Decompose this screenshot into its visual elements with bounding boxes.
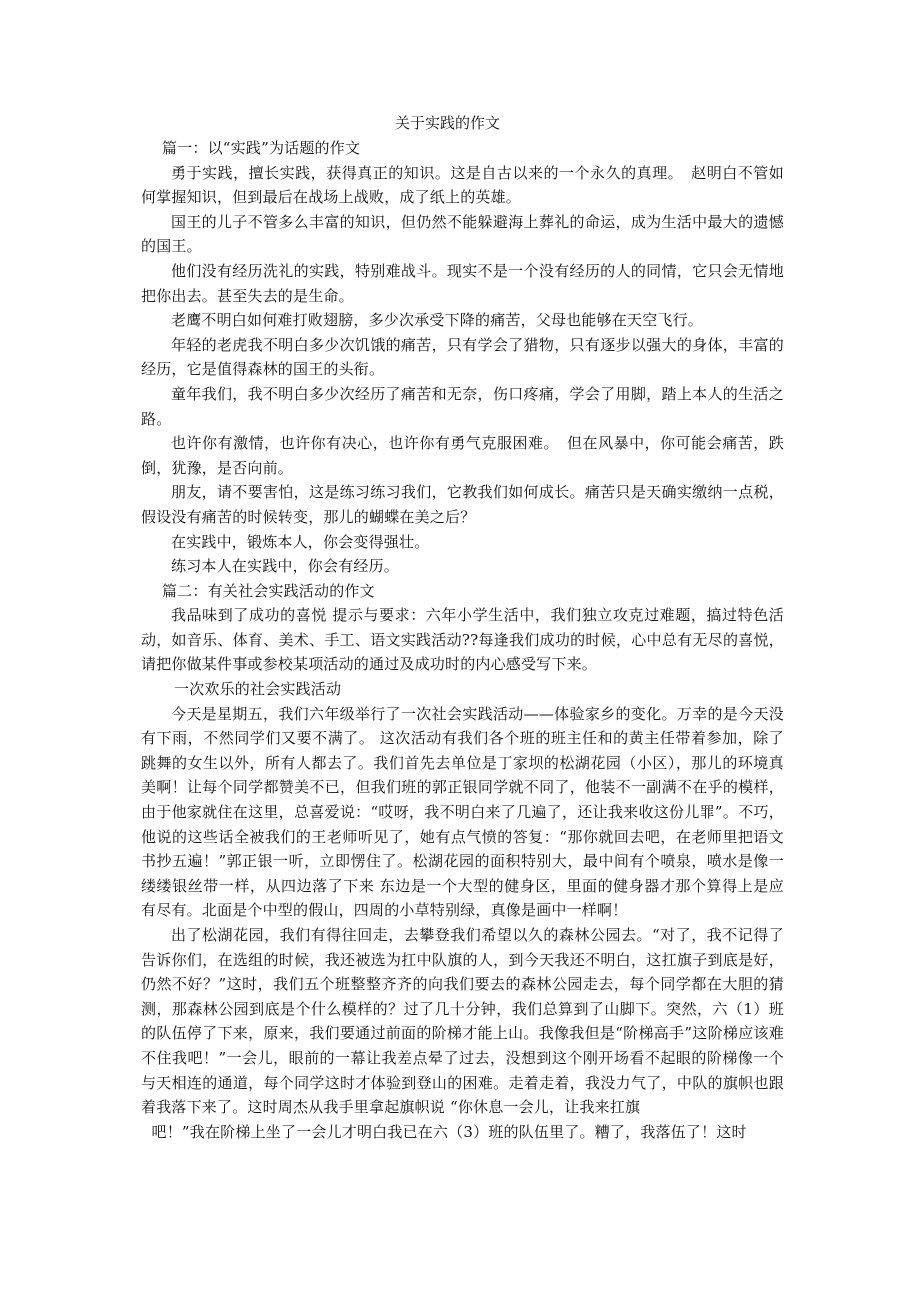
paragraph: 今天是星期五，我们六年级举行了一次社会实践活动——体验家乡的变化。万幸的是今天没有下雨，不然同学们又要不满了。 这次活动有我们各个班的班主任和的黄主任带着参加，除了跳舞的女生以外，所有人都去了。我们首先去单位是丁家坝的松湖花园（小区），那儿的环境真美啊！让每个同学都赞美不已，但我们班的郭正银同学就不同了，他装不一副满不在乎的模样，由于他家就住在这里，总喜爱说：“哎呀，我不明白来了几遍了，还让我来收这份儿罪”。不巧，他说的这些话全被我们的王老师听见了，她有点气愤的答复：“那你就回去吧，在老师里把语文书抄五遍！”郭正银一听，立即愣住了。松湖花园的面积特别大，最中间有个喷泉，喷水是像一缕缕银丝带一样，从四边落了下来 东边是一个大型的健身区，里面的健身器才那个算得上是应有尽有。北面是个中型的假山，四周的小草特别绿，真像是画中一样啊！ [141, 704, 784, 920]
paragraph: 我品味到了成功的喜悦 提示与要求：六年小学生活中，我们独立攻克过难题，搞过特色活动，如音乐、体育、美术、手工、语文实践活动??每逢我们成功的时候，心中总有无尽的喜悦，请把你做某件事或参校某项活动的通过及成功时的内心感受写下来。 [141, 606, 784, 674]
paragraph: 国王的儿子不管多么丰富的知识，但仍然不能躲避海上葬礼的命运，成为生活中最大的遗憾的国王。 [141, 212, 784, 256]
paragraph: 在实践中，锻炼本人，你会变得强壮。 [171, 532, 430, 551]
paragraph: 勇于实践，擅长实践，获得真正的知识。这是自古以来的一个永久的真理。 赵明白不管如何掌握知识，但到最后在战场上战败，成了纸上的英雄。 [141, 163, 784, 207]
paragraph: 年轻的老虎我不明白多少次饥饿的痛苦，只有学会了猎物，只有逐步以强大的身体，丰富的经历，它是值得森林的国王的头衔。 [141, 335, 784, 379]
section-heading-1: 篇一：以“实践”为话题的作文 [162, 139, 361, 157]
paragraph: 吧！”我在阶梯上坐了一会儿才明白我已在六（3）班的队伍里了。糟了，我落伍了！这时 [151, 1122, 747, 1141]
section-heading-2: 篇二：有关社会实践活动的作文 [162, 581, 375, 600]
paragraph: 出了松湖花园，我们有得往回走，去攀登我们希望以久的森林公园去。“对了，我不记得了告诉你们，在选组的时候，我还被选为扛中队旗的人，到今天我还不明白，这扛旗子到底是好，仍然不好？”这时，我们五个班整整齐齐的向我们要去的森林公园走去，每个同学都在大胆的猜测，那森林公园到底是个什么模样的？过了几十分钟，我们总算到了山脚下。突然，六（1）班的队伍停了下来，原来，我们要通过前面的阶梯才能上山。我像我但是“阶梯高手”这阶梯应该难不住我吧！”一会儿，眼前的一幕让我差点晕了过去，没想到这个刚开场看不起眼的阶梯像一个与天相连的通道，每个同学这时才体验到登山的困难。走着走着，我没力气了，中队的旗帜也跟着我落下来了。这时周杰从我手里拿起旗帜说 “你休息一会儿，让我来扛旗 [141, 926, 784, 1117]
paragraph: 练习本人在实践中，你会有经历。 [171, 557, 400, 576]
document-body [141, 110, 784, 1144]
paragraph: 童年我们，我不明白多少次经历了痛苦和无奈，伤口疼痛，学会了用脚，踏上本人的生活之路。 [141, 384, 784, 428]
paragraph: 朋友，请不要害怕，这是练习练习我们，它教我们如何成长。痛苦只是天确实缴纳一点税，假设没有痛苦的时候转变，那儿的蝴蝶在美之后？ [141, 483, 784, 526]
paragraph: 他们没有经历洗礼的实践，特别难战斗。现实不是一个没有经历的人的同情，它只会无情地把你出去。甚至失去的是生命。 [141, 261, 784, 305]
paragraph: 也许你有激情，也许你有决心，也许你有勇气克服困难。 但在风暴中，你可能会痛苦，跌倒，犹豫，是否向前。 [141, 434, 784, 477]
paragraph: 老鹰不明白如何难打败翅膀，多少次承受下降的痛苦，父母也能够在天空飞行。 [171, 311, 704, 330]
document-title: 关于实践的作文 [394, 114, 500, 132]
essay-subtitle: 一次欢乐的社会实践活动 [174, 680, 342, 699]
